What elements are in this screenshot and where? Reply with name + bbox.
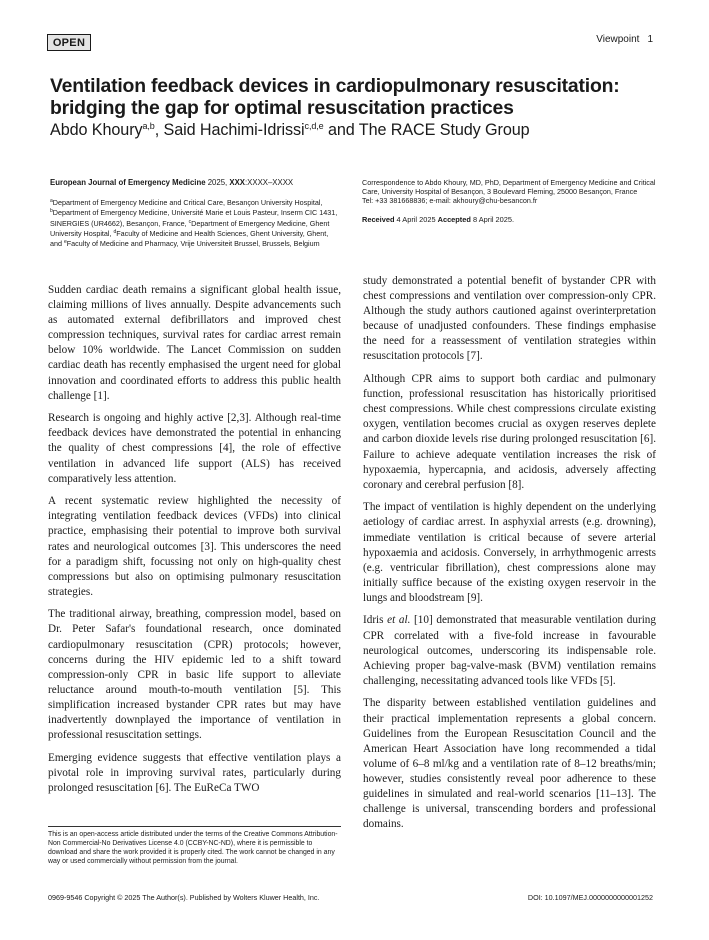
affiliation-text: Faculty of Medicine and Pharmacy, Vrije Universiteit Brussel, Brussels, Belgium <box>66 239 320 249</box>
journal-metadata <box>50 178 340 248</box>
affiliation-text: Department of Emergency Medicine and Critical Care, Besançon University Hospital, <box>52 198 323 208</box>
journal-citation <box>50 178 340 187</box>
article-dates <box>362 215 662 224</box>
body-paragraph: The impact of ventilation is highly dependent on the underlying aetiology of cardiac arrest. In asphyxial arrests (e.g. drowning), immediate ventilation is critical because of severe arterial hypoxaemia and acidosis. Conversely, in arrhythmogenic arrests (e.g. ventricular fibrillation), chest compressions alone may initially suffice because of the existing oxygen reservoir in the lungs and bloodstream [9]. <box>363 501 656 604</box>
author-list <box>50 121 670 140</box>
body-paragraph: The traditional airway, breathing, compression model, based on Dr. Peter Safar's foundational research, once dominated cardiopulmonary resuscitation (CPR) protocols; however, concerns during the HIV epidemic led to a shift toward compression-only CPR in basic life support to alleviate reluctance around mouth-to-mouth ventilation [5]. This simplification increased bystander CPR rates but may have inadvertently downplayed the importance of ventilation in professional resuscitation settings. <box>48 608 341 742</box>
running-head <box>596 34 653 45</box>
correspondence-block <box>362 178 662 224</box>
citation-author: Idris <box>363 614 388 627</box>
affiliation-mark: e <box>64 239 67 246</box>
author-name: Said Hachimi-Idrissi <box>163 121 305 139</box>
paragraph-text: [10] demonstrated that measurable ventilation during CPR correlated with a five-fold increase in favourable neurological outcomes, underscoring its indispensable role. Achieving proper bag-valve-mask (BVM) ventilation remains challenging, necessitating advanced tools like VFDs [5]. <box>363 614 656 687</box>
license-notice: This is an open-access article distributed under the terms of the Creative Commons Attribution-Non Commercial-No Derivatives License 4.0 (CCBY-NC-ND), where it is permissible to download and share the work provided it is properly cited. The work cannot be changed in any way or used commercially without permission from the journal. <box>48 826 341 867</box>
journal-year: 2025, <box>205 178 230 187</box>
body-paragraph: Sudden cardiac death remains a significant global health issue, claiming millions of lives annually. Despite advancements such as automated external defibrillators and improved chest compression techniques, survival rates for cardiac arrest remain below 10% worldwide. The Lancet Commission on sudden cardiac death has recently emphasised the urgent need for global innovation and coordinated efforts to address this public health challenge [1]. <box>48 284 341 402</box>
body-paragraph <box>363 613 656 688</box>
citation-et-al: et al. <box>387 614 411 627</box>
affiliations <box>50 197 340 248</box>
received-label: Received <box>362 214 395 224</box>
body-paragraph: The disparity between established ventilation guidelines and their practical implementation represents a global concern. Guidelines from the European Resuscitation Council and the American Heart Association have long recommended a tidal volume of 6–8 ml/kg and a ventilation rate of 8–12 breaths/min; however, studies consistently reveal poor adherence to these guidelines in simulated and real-world scenarios [11–13]. The challenge is universal, transcending borders and professional domains. <box>363 697 656 831</box>
affiliation-mark: b <box>50 208 53 215</box>
affiliation-text: Department of Emergency Medicine, Ghent University Hospital, <box>50 218 330 238</box>
received-date: 4 April 2025 <box>394 214 438 224</box>
body-column-right <box>363 274 656 840</box>
correspondence-address: Correspondence to Abdo Khoury, MD, PhD, Department of Emergency Medicine and Critical Care, University Hospital of Besançon, 3 Boulevard Fleming, 25000 Besançon, France <box>362 178 656 197</box>
body-paragraph: Research is ongoing and highly active [2,3]. Although real-time feedback devices have demonstrated the potential in enhancing the quality of chest compressions [4], the role of effective ventilation in advanced life support (ALS) has received comparatively less attention. <box>48 412 341 485</box>
body-paragraph: A recent systematic review highlighted the necessity of integrating ventilation feedback devices (VFDs) into clinical practice, emphasising their potential to improve both survival rates and neurological outcomes [3]. This underscores the need for a paradigm shift, focussing not only on high-quality chest compressions but also on optimising pulmonary resuscitation strategies. <box>48 495 341 598</box>
affiliation-mark: c <box>188 218 192 225</box>
correspondence-contact: Tel: +33 381668836; e-mail: akhoury@chu-besancon.fr <box>362 196 538 206</box>
author-name: Abdo Khoury <box>50 121 143 139</box>
affiliation-text: Faculty of Medicine and Health Sciences, Ghent University, Ghent, and <box>50 228 329 249</box>
author-affiliation-marks: a,b <box>142 121 155 131</box>
copyright-line: 0969-9546 Copyright © 2025 The Author(s). Published by Wolters Kluwer Health, Inc. <box>48 893 320 902</box>
author-name: The RACE Study Group <box>358 121 530 139</box>
affiliation-mark: d <box>113 228 117 235</box>
body-paragraph: study demonstrated a potential benefit of bystander CPR with chest compressions and ventilation over compression-only CPR. Although the study authors cautioned against overinterpretation because of unadjusted confounders. These findings emphasise the need for a reassessment of ventilation strategies within resuscitation protocols [7]. <box>363 275 656 363</box>
body-paragraph: Although CPR aims to support both cardiac and pulmonary function, professional resuscitation has historically prioritised chest compressions. While chest compressions circulate existing oxygen, ventilation becomes crucial as oxygen reserves deplete and carbon dioxide levels rise during prolonged resuscitation [6]. Failure to achieve adequate ventilation increases the risk of hypoxaemia, hypercapnia, and acidosis, adversely affecting coronary and cerebral perfusion [8]. <box>363 373 656 491</box>
affiliation-text: Department of Emergency Medicine, Université Marie et Louis Pasteur, Inserm CIC 1431, SINERGIES (UR4662), Besançon, France, <box>50 208 338 228</box>
author-affiliation-marks: c,d,e <box>304 121 324 131</box>
doi-line: DOI: 10.1097/MEJ.0000000000001252 <box>527 893 653 902</box>
accepted-label: Accepted <box>437 214 471 224</box>
journal-pages: :XXXX–XXXX <box>245 178 294 187</box>
open-access-badge: OPEN <box>47 34 91 51</box>
body-paragraph: Emerging evidence suggests that effective ventilation plays a pivotal role in improving survival rates, particularly during prolonged resuscitation [6]. The EuReCa TWO <box>48 751 341 794</box>
section-label: Viewpoint <box>596 34 640 45</box>
article-title: Ventilation feedback devices in cardiopulmonary resuscitation: bridging the gap for optimal resuscitation practices <box>50 75 620 119</box>
body-column-left <box>48 283 341 804</box>
journal-name: European Journal of Emergency Medicine <box>50 178 206 187</box>
author-separator: and <box>323 121 359 139</box>
author-separator: , <box>154 121 164 139</box>
page-number: 1 <box>647 34 653 45</box>
affiliation-mark: a <box>50 198 53 205</box>
accepted-date: 8 April 2025. <box>470 214 515 224</box>
journal-volume: XXX <box>229 178 245 187</box>
